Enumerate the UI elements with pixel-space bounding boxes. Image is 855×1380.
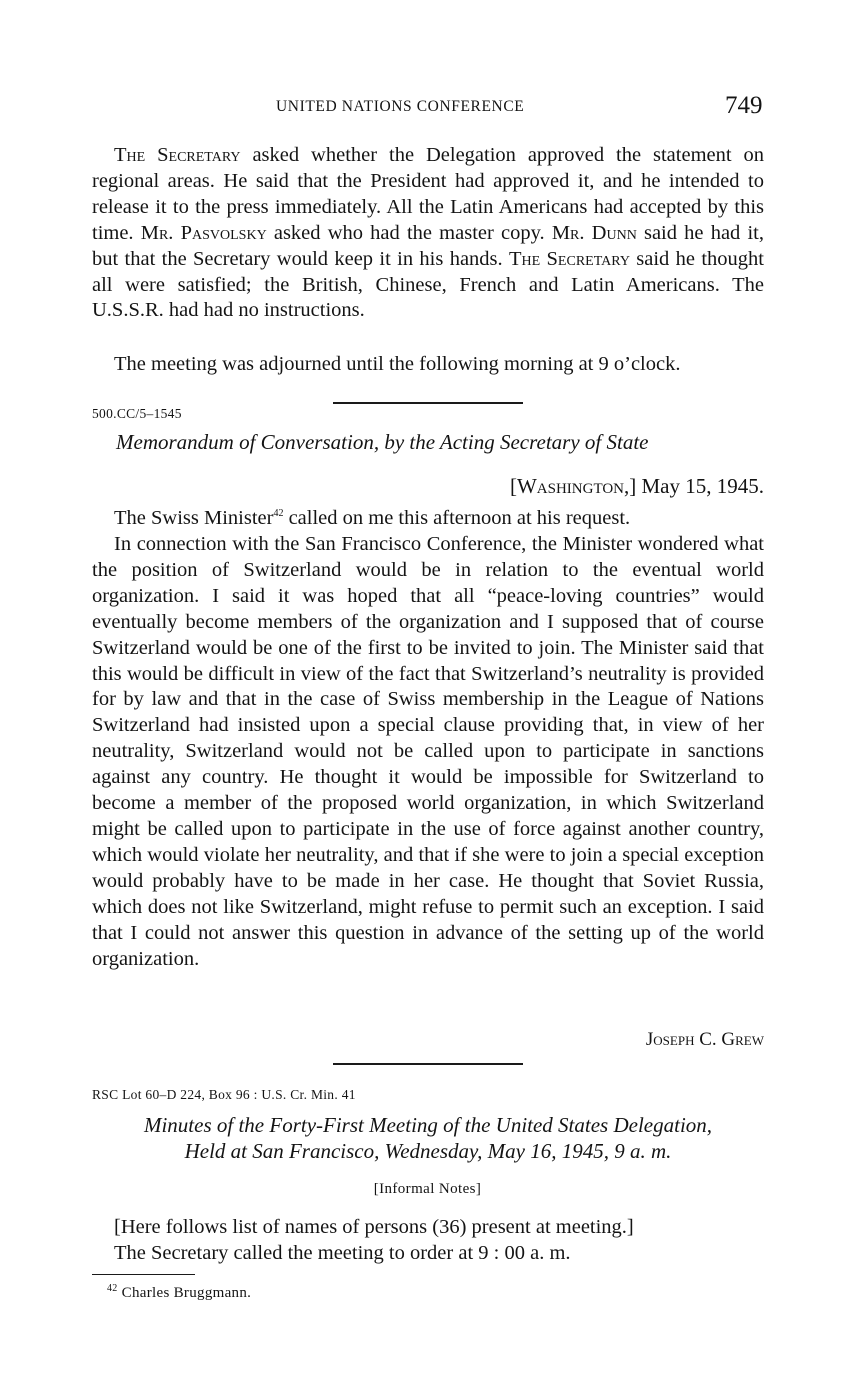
paragraph-secretary-statement (92, 143, 764, 324)
minutes-document-id: RSC Lot 60–D 224, Box 96 : U.S. Cr. Min. 41 (92, 1087, 356, 1102)
minutes-call-to-order: The Secretary called the meeting to order at 9 : 00 a. m. (114, 1242, 571, 1264)
paragraph-adjourned: The meeting was adjourned until the following morning at 9 o’clock. (114, 353, 681, 375)
text-run: said he thought all were satisfied; the British, Chinese, French and Latin Americans. The U.S.S.R. had had no instructions. (92, 247, 764, 322)
memo-signature: Joseph C. Grew (645, 1029, 764, 1050)
memo-dateline (510, 474, 764, 499)
memo-title: Memorandum of Conversation, by the Acting Secretary of State (116, 430, 649, 454)
minutes-title (92, 1112, 764, 1164)
speaker-secretary: The Secretary (509, 247, 630, 270)
footnote-ref: 42 (273, 508, 284, 520)
speaker-pasvolsky: Mr. Pasvolsky (140, 221, 267, 244)
minutes-attendance-note: [Here follows list of names of persons (36) present at meeting.] (114, 1216, 634, 1238)
text-run: asked whether the Delegation approved the statement on regional areas. He said that the President had approved it, and he intended to release it to the press immediately. All the Latin Americans had accepted by this time. (92, 144, 764, 244)
text-run: asked who had the master copy. (266, 221, 552, 244)
speaker-secretary: The Secretary (114, 144, 241, 166)
section-divider (333, 1063, 523, 1065)
section-divider (333, 402, 523, 404)
minutes-title-line-1: Minutes of the Forty-First Meeting of the United States Delegation, (143, 1113, 713, 1137)
memo-paragraph-1 (92, 506, 764, 532)
footnote-42 (107, 1285, 251, 1302)
memo-paragraph-2: In connection with the San Francisco Conference, the Minister wondered what the position of Switzerland would be in relation to the eventual world organization. I said it was hoped that all “peace-loving countries” would eventually become members of the organization and I supposed that of course Switzerland would be one of the first to be invited to join. The Minister said that this would be difficult in view of the fact that Switzerland’s neutrality is provided for by law and that in the case of Swiss membership in the League of Nations Switzerland had insisted upon a special clause providing that, in view of her neutrality, Switzerland would not be called upon to participate in sanctions against any country. He thought it would be impossible for Switzerland to become a member of the proposed world organization, in which Switzerland might be called upon to participate in the use of force against another country, which would violate her neutrality, and that if she were to join a special exception would probably have to be made in her case. He thought that Soviet Russia, which does not like Switzerland, might refuse to permit such an exception. I said that I could not answer this question in advance of the setting up of the world organization. (92, 533, 764, 970)
page-number: 749 (725, 92, 763, 119)
text-run: The Swiss Minister (114, 507, 274, 529)
text-run: called on me this afternoon at his request. (283, 507, 631, 529)
memo-document-id: 500.CC/5–1545 (92, 406, 182, 421)
dateline-date: ] May 15, 1945. (629, 474, 764, 498)
footnote-text: Charles Bruggmann. (117, 1285, 252, 1301)
informal-notes-label: [Informal Notes] (373, 1181, 482, 1197)
running-header: UNITED NATIONS CONFERENCE (276, 98, 525, 115)
footnote-marker: 42 (107, 1283, 118, 1294)
speaker-dunn: Mr. Dunn (551, 221, 637, 244)
dateline-place: Washington, (516, 474, 630, 498)
footnote-rule (92, 1274, 195, 1275)
text-run: said he had it, but that the Secretary would keep it in his hands. (92, 221, 764, 270)
dateline-bracket: [ (509, 474, 517, 498)
minutes-title-line-2: Held at San Francisco, Wednesday, May 16, 1945, 9 a. m. (184, 1139, 672, 1163)
